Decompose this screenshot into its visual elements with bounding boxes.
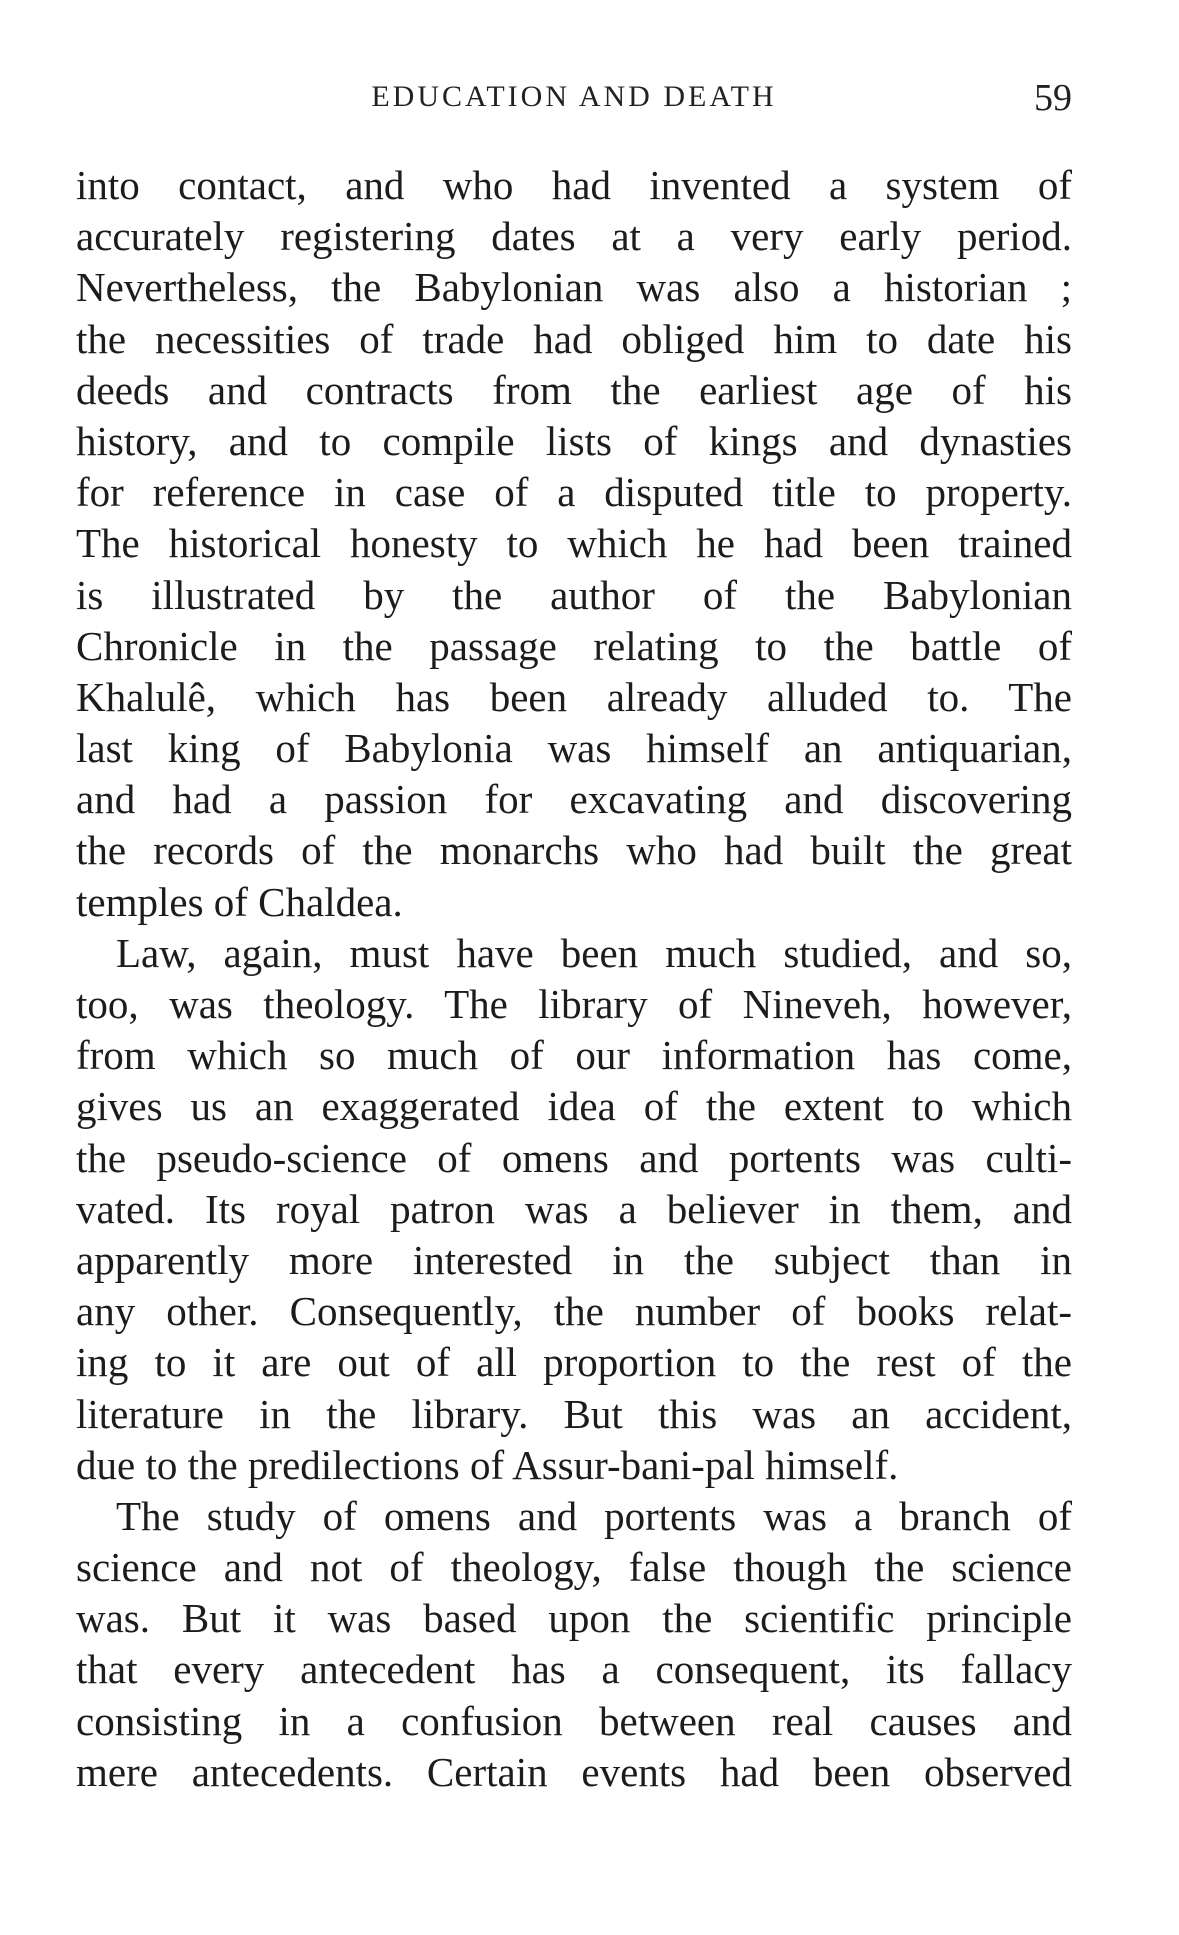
page-number: 59: [1034, 77, 1072, 119]
text-line: apparently more interested in the subject than in: [76, 1236, 1072, 1283]
text-line: last king of Babylonia was himself an antiquarian,: [76, 725, 1072, 772]
text-line: for reference in case of a disputed title to property.: [76, 469, 1072, 516]
text-line: that every antecedent has a consequent, its fallacy: [76, 1646, 1072, 1693]
text-line: Law, again, must have been much studied, and so,: [116, 929, 1072, 976]
text-line: The historical honesty to which he had been trained: [76, 520, 1072, 567]
text-line: mere antecedents. Certain events had been observed: [76, 1748, 1072, 1795]
paragraph: [76, 928, 1072, 1491]
paragraph: [76, 160, 1072, 928]
text-line: temples of Chaldea.: [76, 878, 403, 925]
running-head: [76, 76, 1072, 126]
text-line: the necessities of trade had obliged him to date his: [76, 315, 1072, 362]
text-line: due to the predilections of Assur-bani-pal himself.: [76, 1441, 899, 1488]
text-line: any other. Consequently, the number of books relat-: [76, 1288, 1072, 1335]
running-title: EDUCATION AND DEATH: [371, 80, 777, 113]
text-line: Nevertheless, the Babylonian was also a historian ;: [76, 264, 1072, 311]
paragraph: [76, 1491, 1072, 1798]
text-line: science and not of theology, false though the science: [76, 1544, 1072, 1591]
text-line: was. But it was based upon the scientific principle: [76, 1595, 1072, 1642]
text-line: consisting in a confusion between real causes and: [76, 1697, 1072, 1744]
text-line: accurately registering dates at a very early period.: [76, 213, 1072, 260]
text-line: literature in the library. But this was an accident,: [76, 1390, 1072, 1437]
text-line: the pseudo-science of omens and portents was culti-: [76, 1134, 1072, 1181]
text-line: too, was theology. The library of Nineveh, however,: [76, 981, 1072, 1027]
text-line: is illustrated by the author of the Babylonian: [76, 571, 1072, 618]
body-text: [76, 160, 1072, 1798]
text-line: from which so much of our information has come,: [76, 1032, 1072, 1079]
text-line: and had a passion for excavating and discovering: [76, 776, 1072, 823]
text-line: Khalulê, which has been already alluded to. The: [76, 673, 1072, 720]
text-line: history, and to compile lists of kings and dynasties: [76, 417, 1072, 464]
text-line: vated. Its royal patron was a believer in them, and: [76, 1185, 1072, 1232]
text-line: the records of the monarchs who had built the great: [76, 827, 1072, 874]
text-line: Chronicle in the passage relating to the battle of: [76, 622, 1072, 669]
text-line: into contact, and who had invented a system of: [76, 162, 1072, 208]
text-line: gives us an exaggerated idea of the extent to which: [76, 1083, 1072, 1130]
text-line: The study of omens and portents was a branch of: [116, 1492, 1072, 1539]
text-line: ing to it are out of all proportion to the rest of the: [76, 1339, 1072, 1386]
text-line: deeds and contracts from the earliest age of his: [76, 366, 1072, 413]
